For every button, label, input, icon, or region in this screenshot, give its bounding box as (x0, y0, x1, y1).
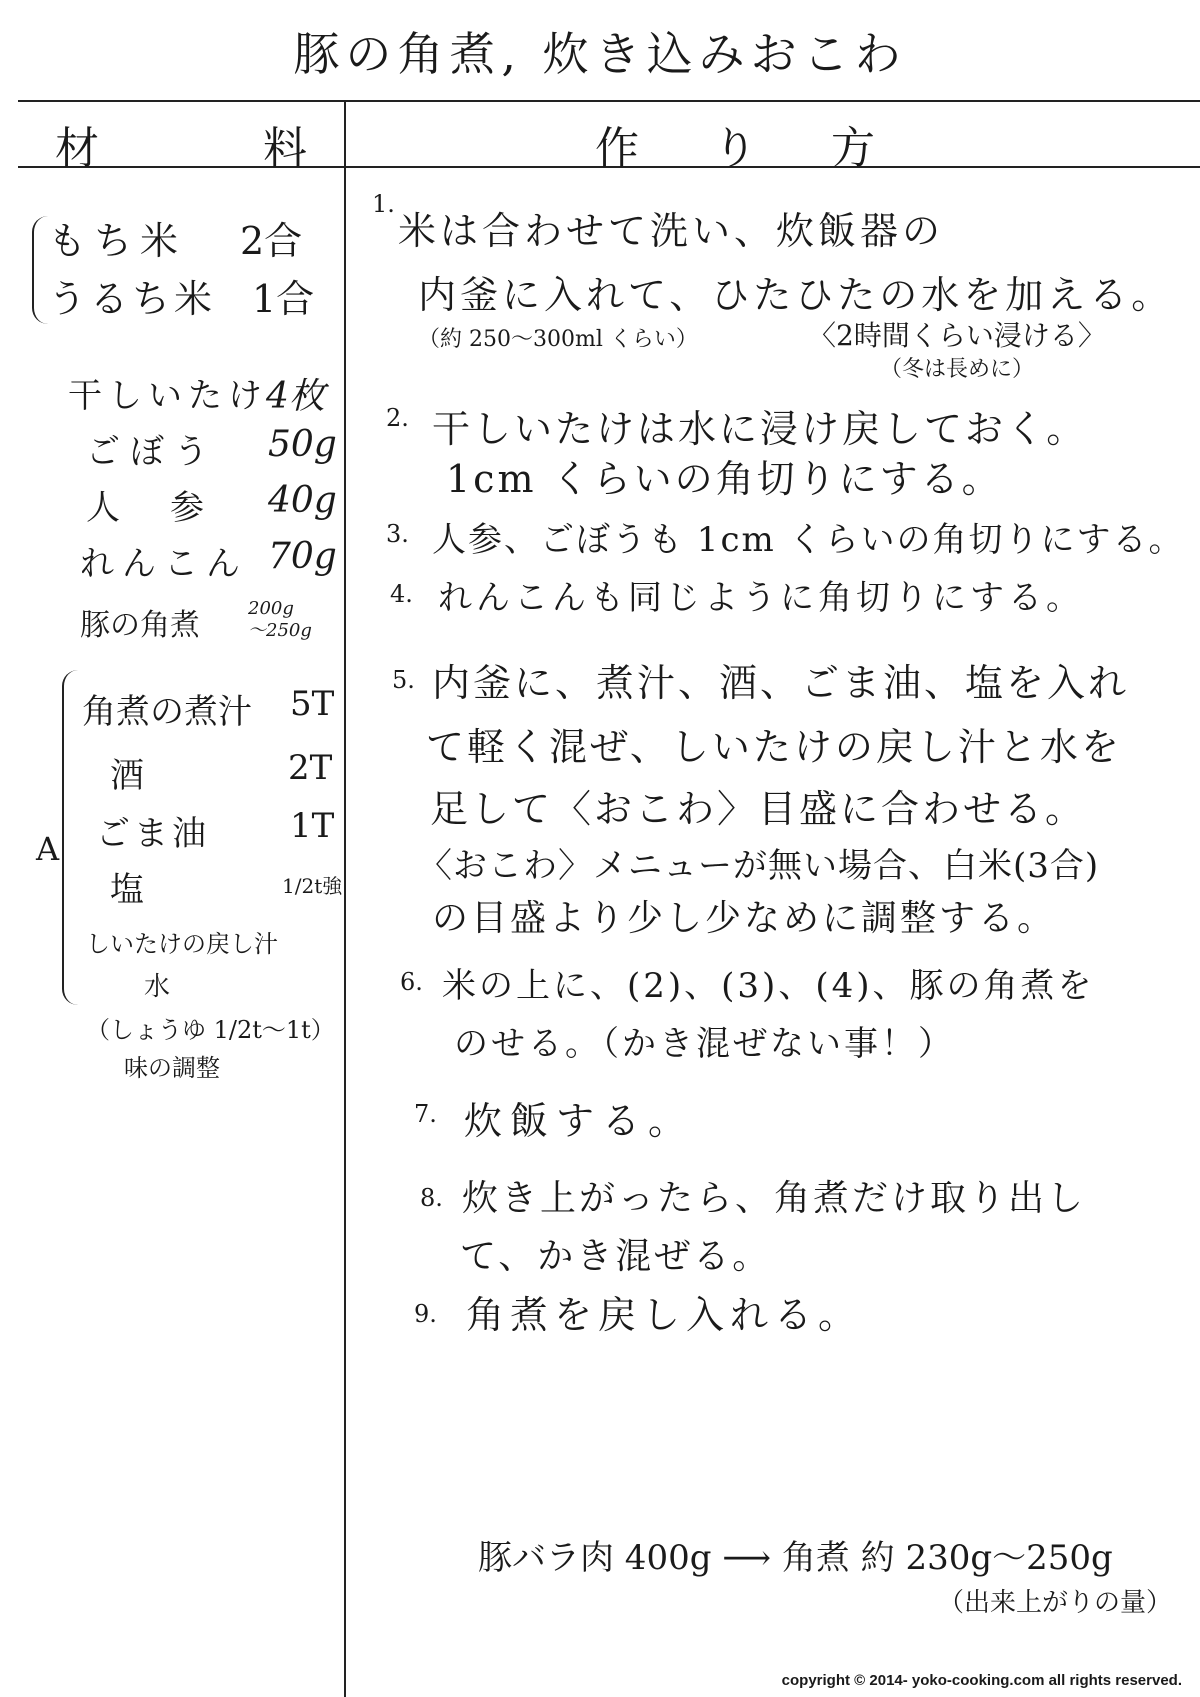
rice-brace (32, 216, 48, 324)
step-number: 2. (386, 404, 409, 432)
step-text: 干しいたけは水に浸け戻しておく。 (432, 407, 1088, 451)
adjust-note: （しょうゆ 1/2t〜1t） (86, 1016, 335, 1044)
ingredient-qty: 1T (290, 806, 335, 846)
step-text: 炊き上がったら、角煮だけ取り出し (462, 1178, 1087, 1219)
page-title: 豚の角煮, 炊き込みおこわ (293, 27, 907, 81)
step-text: 〈おこわ〉メニューが無い場合、白米(3合) (418, 846, 1100, 886)
ingredient-qty: 200g 〜250g (248, 598, 312, 641)
ingredient-name: しいたけの戻し汁 (86, 930, 278, 958)
step-number: 8. (420, 1184, 443, 1212)
ingredient-name: ごま油 (96, 814, 210, 854)
ingredient-qty: 2T (288, 748, 333, 788)
step-number: 7. (414, 1100, 437, 1128)
step-text: 炊飯する。 (464, 1099, 695, 1143)
ingredient-name: ごぼう (86, 432, 218, 472)
step-text: のせる。（かき混ぜない事！） (454, 1024, 955, 1064)
method-header: 作 り 方 (595, 123, 905, 174)
ingredient-name: 人 参 (86, 488, 212, 528)
ingredient-name: 酒 (110, 756, 144, 796)
step-number: 4. (390, 580, 413, 608)
step-number: 9. (414, 1300, 437, 1328)
ingredients-header: 材 料 (55, 123, 367, 174)
step-number: 6. (400, 968, 423, 996)
step-number: 5. (392, 666, 415, 694)
group-a-label: A (36, 830, 60, 868)
step-text: 1cm くらいの角切りにする。 (446, 457, 1003, 501)
step-number: 1. (372, 190, 395, 218)
copyright: copyright © 2014- yoko-cooking.com all rights reserved. (781, 1672, 1182, 1689)
step-text: 内釜に入れて、ひたひたの水を加える。 (418, 273, 1174, 317)
header-top-rule (18, 100, 1200, 102)
step-text: て、かき混ぜる。 (460, 1236, 772, 1277)
ingredient-name: 角煮の煮汁 (82, 692, 252, 732)
step-note: （約 250〜300ml くらい） (418, 327, 698, 352)
step-note: 〈2時間くらい浸ける〉 (808, 319, 1106, 352)
bottom-note: 豚バラ肉 400g ⟶ 角煮 約 230g〜250g (478, 1538, 1113, 1578)
ingredient-qty: 5T (290, 684, 335, 724)
ingredient-name: うるち米 (48, 277, 217, 321)
ingredient-qty: 40g (268, 480, 337, 521)
ingredient-name: 干しいたけ (68, 376, 268, 416)
step-text: 足して〈おこわ〉目盛に合わせる。 (430, 787, 1087, 831)
step-text: れんこんも同じように角切りにする。 (438, 578, 1084, 618)
step-number: 3. (386, 520, 409, 548)
step-text: 人参、ごぼうも 1cm くらいの角切りにする。 (432, 520, 1185, 560)
ingredient-name: 塩 (110, 870, 144, 910)
column-divider (344, 102, 346, 1697)
step-text: 米の上に、(2)、(3)、(4)、豚の角煮を (442, 966, 1095, 1006)
step-text: 角煮を戻し入れる。 (466, 1293, 863, 1337)
group-a-brace (62, 670, 78, 1005)
step-text: の目盛より少し少なめに調整する。 (432, 898, 1057, 939)
ingredient-name: 水 (144, 972, 171, 1002)
step-text: て軽く混ぜ、しいたけの戻し汁と水を (426, 725, 1122, 769)
ingredient-qty: 50g (268, 424, 337, 465)
ingredient-name: 豚の角煮 (80, 608, 200, 643)
ingredient-name: れんこん (80, 544, 248, 584)
adjust-note: 味の調整 (124, 1054, 220, 1082)
ingredient-name: もち米 (48, 219, 187, 263)
ingredient-qty: 70g (268, 536, 337, 577)
bottom-note-sub: （出来上がりの量） (938, 1588, 1173, 1618)
ingredient-qty: 2合 (240, 219, 303, 263)
ingredient-qty: 1合 (252, 277, 315, 321)
ingredient-qty: 4枚 (266, 376, 325, 417)
step-text: 米は合わせて洗い、炊飯器の (398, 209, 945, 253)
step-text: 内釜に、煮汁、酒、ごま油、塩を入れ (432, 661, 1130, 705)
step-note: （冬は長めに） (880, 357, 1035, 382)
ingredient-qty: 1/2t強 (282, 874, 343, 898)
